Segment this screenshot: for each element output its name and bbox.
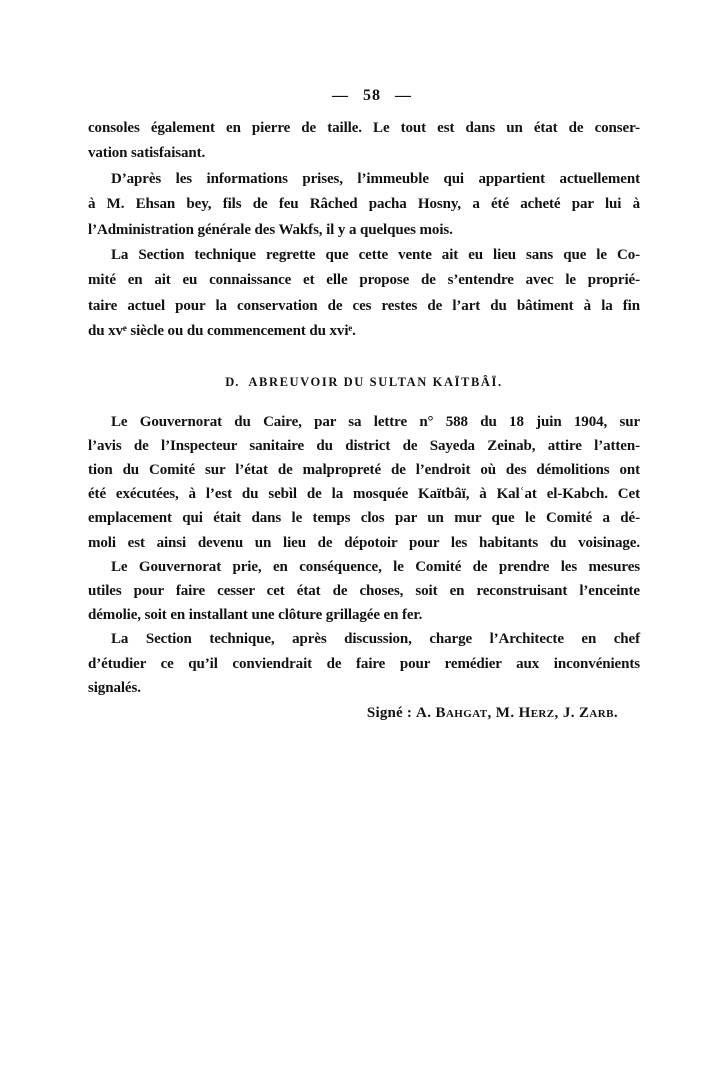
text-line: La Section technique regrette que cette vente ait eu lieu sans que le Co- <box>111 247 640 264</box>
page-number: — 58 — <box>332 87 412 104</box>
paragraph <box>88 116 640 167</box>
text-line: été exécutées, à l’est du sebìl de la mosquée Kaïtbâï, à Kalʿat el-Kabch. Cet <box>88 486 640 503</box>
text-line: d’étudier ce qu’il conviendrait de faire pour remédier aux inconvénients <box>88 655 640 672</box>
text-line: l’avis de l’Inspecteur sanitaire du district de Sayeda Zeinab, attire l’atten- <box>88 437 640 454</box>
text-line: Le Gouvernorat du Caire, par sa lettre n° 588 du 18 juin 1904, sur <box>111 413 640 430</box>
text-line: l’Administration générale des Wakfs, il y a quelques mois. <box>88 221 453 238</box>
text-line: Le Gouvernorat prie, en conséquence, le Comité de prendre les mesures <box>111 558 640 575</box>
text-line: D’après les informations prises, l’immeuble qui appartient actuellement <box>111 170 640 187</box>
text-line: consoles également en pierre de taille. Le tout est dans un état de conser- <box>88 120 640 136</box>
text-line: signalés. <box>88 679 141 696</box>
paragraph <box>88 627 640 700</box>
signature-line <box>88 701 640 725</box>
text-line: La Section technique, après discussion, charge l’Architecte en chef <box>111 631 640 648</box>
text-line: vation satisfaisant. <box>88 145 206 162</box>
text-line: du xvᵉ siècle ou du commencement du xviᵉ. <box>88 323 356 340</box>
text-flow-upper <box>88 116 640 345</box>
text-line: démolie, soit en installant une clôture grillagée en fer. <box>88 607 423 624</box>
signature-label: Signé : <box>366 705 413 722</box>
section-heading <box>88 375 640 390</box>
heading-index-letter: D. <box>225 374 240 389</box>
signature-names: A. Bahgat, M. Herz, J. Zarb. <box>416 705 618 722</box>
paragraph <box>88 167 640 243</box>
text-flow-lower <box>88 410 640 725</box>
text-line: mité en ait eu connaissance et elle propose de s’entendre avec le proprié- <box>88 272 640 289</box>
text-line: utiles pour faire cesser cet état de choses, soit en reconstruisant l’enceinte <box>88 583 640 600</box>
text-line: taire actuel pour la conservation de ces restes de l’art du bâtiment à la fin <box>88 297 640 314</box>
text-line: emplacement qui était dans le temps clos par un mur que le Comité a dé- <box>88 510 640 527</box>
heading-title: ABREUVOIR DU SULTAN KAÏTBÂÏ. <box>248 374 503 389</box>
paragraph <box>88 555 640 628</box>
paragraph <box>88 410 640 555</box>
text-line: moli est ainsi devenu un lieu de dépotoir pour les habitants du voisinage. <box>88 534 640 551</box>
text-block <box>88 116 640 725</box>
text-line: à M. Ehsan bey, fils de feu Râched pacha Hosny, a été acheté par lui à <box>88 196 640 213</box>
text-line: tion du Comité sur l’état de malpropreté de l’endroit où des démolitions ont <box>88 462 640 479</box>
paragraph <box>88 243 640 345</box>
